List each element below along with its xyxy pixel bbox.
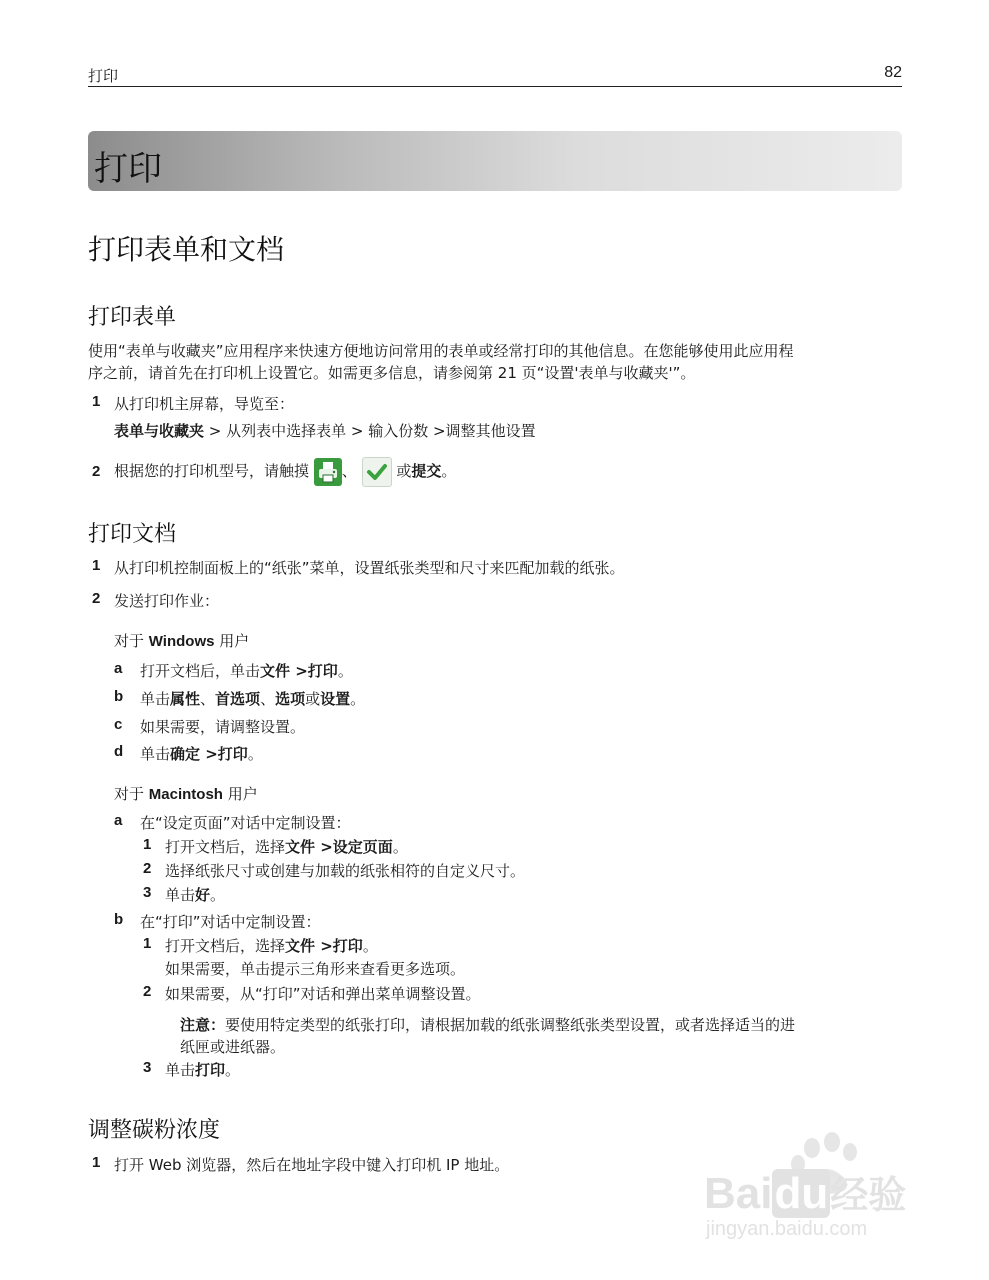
step-text: 打开文档后，选择 xyxy=(165,838,286,856)
subsection-heading-print-documents: 打印文档 xyxy=(88,522,177,547)
step-text: 单击 xyxy=(165,1061,196,1079)
step-text: 单击 xyxy=(140,745,171,763)
period: 。 xyxy=(350,690,366,708)
step-number: 1 xyxy=(92,1154,101,1171)
label-suffix: 用户 xyxy=(222,785,258,803)
label-suffix: 用户 xyxy=(214,632,250,650)
or-text: 或 xyxy=(305,690,321,708)
step-text: 打开文档后，单击 xyxy=(140,662,261,680)
period: 。 xyxy=(225,1061,241,1079)
menu-path: 文件 >打印 xyxy=(260,662,338,680)
label-prefix: 对于 xyxy=(114,785,149,803)
menu-path: 文件 >设定页面 xyxy=(285,838,393,856)
mac-step-a: 在“设定页面”对话中定制设置： xyxy=(140,814,351,832)
step-text: 从打印机控制面板上的“纸张”菜单，设置纸张类型和尺寸来匹配加载的纸张。 xyxy=(114,559,625,577)
step-2-line xyxy=(114,454,456,488)
label-prefix: 对于 xyxy=(114,632,149,650)
print-label: 打印 xyxy=(195,1061,226,1079)
step-text: 单击 xyxy=(140,690,171,708)
windows-step-b xyxy=(140,688,365,709)
section-heading: 打印表单和文档 xyxy=(88,233,285,266)
period: 。 xyxy=(247,745,263,763)
option-options: 选项 xyxy=(275,690,306,708)
period: 。 xyxy=(441,462,457,480)
step-letter: d xyxy=(114,743,124,760)
separator: 、 xyxy=(260,690,276,708)
path-rest: > 从列表中选择表单 > 输入份数 >调整其他设置 xyxy=(204,422,536,440)
step-letter: c xyxy=(114,716,123,733)
intro-line-2: 序之前，请首先在打印机上设置它。如需更多信息，请参阅第 21 页“设置'表单与收藏夹'”。 xyxy=(88,364,696,382)
step-text: 发送打印作业： xyxy=(114,592,220,610)
mac-step-b3 xyxy=(165,1059,240,1080)
brand-du: du xyxy=(774,1169,829,1218)
step-text: 单击 xyxy=(165,886,196,904)
separator: 、 xyxy=(341,462,357,480)
watermark-brand xyxy=(704,1164,906,1219)
option-preferences: 首选项 xyxy=(215,690,261,708)
windows-step-a xyxy=(140,660,353,681)
note-label: 注意： xyxy=(180,1016,226,1034)
windows-step-d xyxy=(140,743,263,764)
note-text: 要使用特定类型的纸张打印，请根据加载的纸张调整纸张类型设置，或者选择适当的进 xyxy=(225,1016,796,1034)
separator: 、 xyxy=(200,690,216,708)
mac-step-b2: 如果需要，从“打印”对话和弹出菜单调整设置。 xyxy=(165,985,481,1003)
baidu-watermark xyxy=(700,1128,940,1248)
mac-step-b1-detail: 如果需要，单击提示三角形来查看更多选项。 xyxy=(165,960,466,978)
period: 。 xyxy=(210,886,226,904)
step-text: 根据您的打印机型号，请触摸 xyxy=(114,462,314,480)
printer-icon xyxy=(314,458,342,486)
ok-label: 好 xyxy=(195,886,211,904)
note-line-1 xyxy=(180,1014,795,1035)
chapter-banner xyxy=(88,131,902,191)
mac-step-b1 xyxy=(165,935,378,956)
step-number: 2 xyxy=(143,860,152,877)
chapter-title: 打印 xyxy=(94,149,162,189)
mac-step-a2: 选择纸张尺寸或创建与加载的纸张相符的自定义尺寸。 xyxy=(165,862,526,880)
step-letter: a xyxy=(114,660,123,677)
header-section-title: 打印 xyxy=(88,67,119,85)
os-name: Macintosh xyxy=(148,786,223,803)
intro-line-1: 使用“表单与收藏夹”应用程序来快速方便地访问常用的表单或经常打印的其他信息。在您能够使用此应用程 xyxy=(88,342,794,360)
subsection-heading-toner-darkness: 调整碳粉浓度 xyxy=(88,1118,221,1143)
subsection-heading-print-forms: 打印表单 xyxy=(88,305,177,330)
windows-users-label xyxy=(114,630,249,651)
or-text: 或 xyxy=(391,462,412,480)
step-number: 1 xyxy=(143,935,152,952)
navigation-path xyxy=(114,420,536,441)
path-bold: 表单与收藏夹 xyxy=(114,422,205,440)
step-text: 从打印机主屏幕，导览至： xyxy=(114,395,295,413)
page-number: 82 xyxy=(884,64,902,81)
menu-path: 文件 >打印 xyxy=(285,937,363,955)
step-number: 1 xyxy=(92,393,101,410)
note-line-2: 纸匣或进纸器。 xyxy=(180,1038,286,1056)
step-letter: b xyxy=(114,688,124,705)
step-number: 3 xyxy=(143,1059,152,1076)
option-properties: 属性 xyxy=(170,690,201,708)
step-number: 3 xyxy=(143,884,152,901)
period: 。 xyxy=(337,662,353,680)
step-number: 2 xyxy=(92,463,101,480)
mac-step-a3 xyxy=(165,884,225,905)
macintosh-users-label xyxy=(114,783,258,804)
period: 。 xyxy=(392,838,408,856)
running-header xyxy=(88,64,902,87)
mac-step-a1 xyxy=(165,836,408,857)
step-number: 2 xyxy=(143,983,152,1000)
step-text: 打开 Web 浏览器，然后在地址字段中键入打印机 IP 地址。 xyxy=(114,1156,510,1174)
os-name: Windows xyxy=(148,633,215,650)
checkmark-icon xyxy=(362,457,392,487)
step-number: 1 xyxy=(143,836,152,853)
step-number: 1 xyxy=(92,557,101,574)
menu-path: 确定 >打印 xyxy=(170,745,248,763)
windows-step-c: 如果需要，请调整设置。 xyxy=(140,718,306,736)
brand-bai: Bai xyxy=(704,1169,773,1218)
option-setup: 设置 xyxy=(320,690,351,708)
step-text: 打开文档后，选择 xyxy=(165,937,286,955)
brand-jingyan: 经验 xyxy=(830,1175,907,1217)
watermark-url: jingyan.baidu.com xyxy=(706,1218,868,1240)
mac-step-b: 在“打印”对话中定制设置： xyxy=(140,913,321,931)
step-letter: a xyxy=(114,812,123,829)
step-number: 2 xyxy=(92,590,101,607)
submit-label: 提交 xyxy=(411,462,442,480)
step-letter: b xyxy=(114,911,124,928)
period: 。 xyxy=(362,937,378,955)
